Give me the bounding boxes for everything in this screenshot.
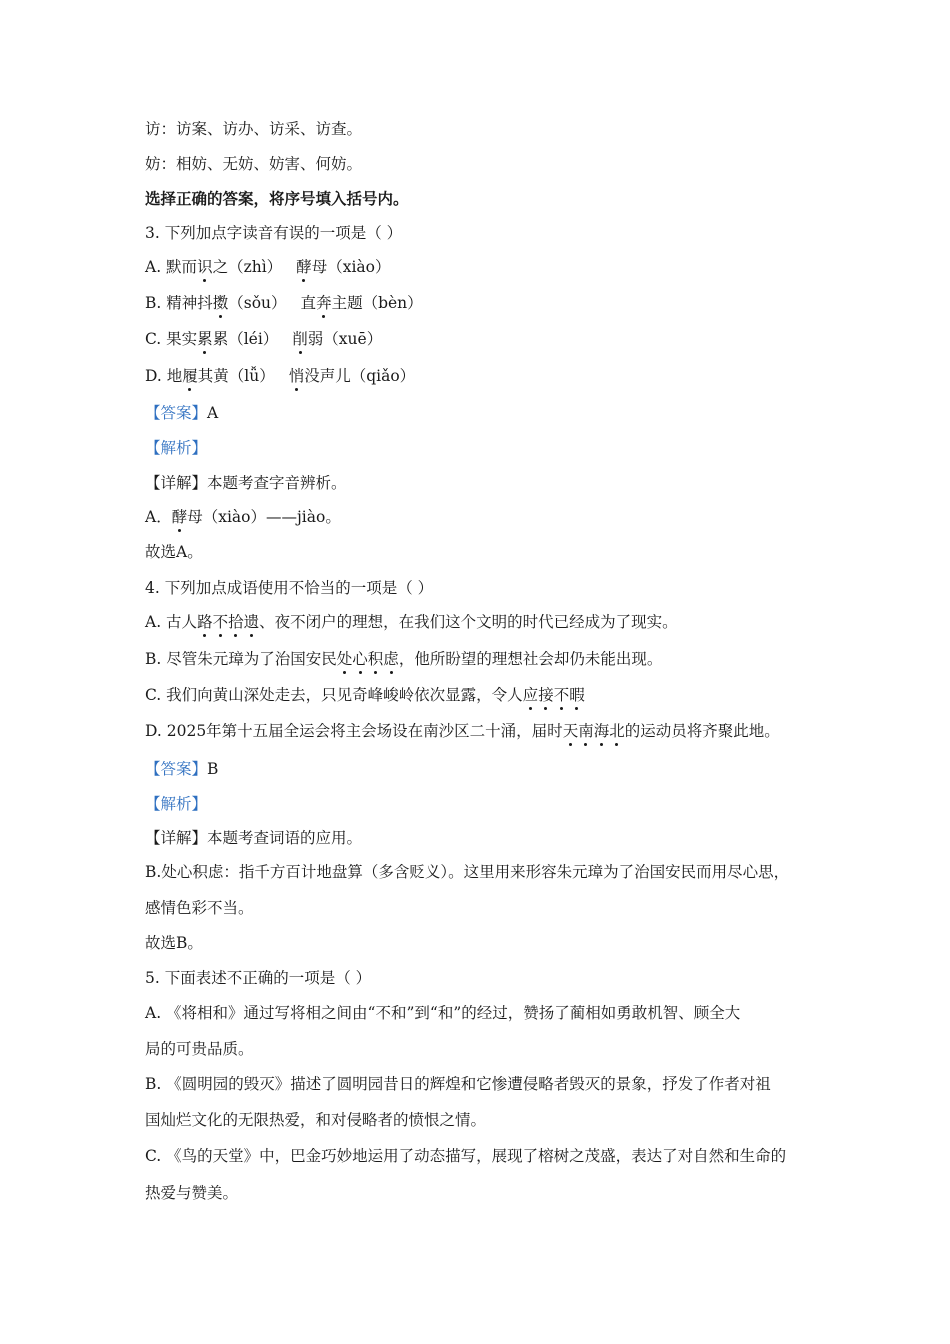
text-line [145, 1110, 822, 1130]
emphasis-dot-char: 海 [593, 722, 610, 740]
text-line [145, 612, 822, 632]
emphasis-dot-char: 暇 [569, 686, 585, 704]
text-run: 3. 下列加点字读音有误的一项是（ ） [145, 224, 403, 242]
section-label: 【解析】 [145, 439, 208, 457]
text-line [145, 759, 822, 779]
emphasis-dot-char: 处 [336, 650, 353, 668]
section-label: 【答案】 [145, 760, 208, 778]
emphasis-dot-char: 接 [538, 686, 554, 704]
text-line [145, 1146, 822, 1166]
emphasis-dot-char: 拾 [228, 613, 244, 631]
dotted-emphasis [289, 367, 305, 385]
text-run: A. 默而 [145, 258, 198, 276]
section-label: 【答案】 [145, 404, 208, 422]
text-line [145, 293, 822, 313]
text-line [145, 1003, 822, 1023]
dotted-emphasis [296, 258, 312, 276]
text-run: C. 《鸟的天堂》中，巴金巧妙地运用了动态描写，展现了榕树之茂盛，表达了对自然和生命的 [145, 1147, 787, 1165]
text-line [145, 794, 822, 814]
text-line [145, 154, 822, 174]
text-line [145, 862, 822, 882]
text-run: 故选A。 [145, 543, 203, 561]
text-line [145, 223, 822, 243]
emphasis-dot-char: 酵 [171, 508, 188, 526]
text-line [145, 685, 822, 705]
text-run: 、夜不闭户的理想，在我们这个文明的时代已经成为了现实。 [259, 613, 678, 631]
text-line [145, 366, 822, 386]
text-line [145, 329, 822, 349]
text-line [145, 933, 822, 953]
emphasis-dot-char: 履 [182, 367, 198, 385]
dotted-emphasis [197, 258, 213, 276]
text-run: D. 2025年第十五届全运会将主会场设在南沙区二十涌，届时 [145, 722, 563, 740]
dotted-emphasis [563, 722, 625, 740]
emphasis-dot-char: 酵 [296, 258, 312, 276]
text-line [145, 578, 822, 598]
text-run: 之（zhì） [212, 258, 283, 276]
section-label: 【解析】 [145, 795, 208, 813]
emphasis-dot-char: 奔 [316, 294, 332, 312]
dotted-emphasis [316, 294, 332, 312]
text-run: 没声儿（qiǎo） [304, 367, 416, 385]
emphasis-dot-char: 北 [609, 722, 625, 740]
text-line [145, 257, 822, 277]
text-run: 4. 下列加点成语使用不恰当的一项是（ ） [145, 579, 434, 597]
text-line [145, 507, 822, 527]
text-run: 弱（xuē） [307, 330, 383, 348]
text-run: A [207, 404, 219, 422]
text-line [145, 189, 822, 209]
emphasis-dot-char: 遗 [243, 613, 260, 631]
text-run: C. 果实 [145, 330, 198, 348]
text-run: 选择正确的答案，将序号填入括号内。 [145, 189, 409, 208]
emphasis-dot-char: 悄 [288, 367, 305, 385]
text-run: 【详解】本题考查字音辨析。 [145, 474, 347, 492]
text-run: 母（xiào） [311, 258, 391, 276]
text-run: ，他所盼望的理想社会却仍未能出现。 [398, 650, 663, 668]
text-run: 局的可贵品质。 [145, 1040, 254, 1058]
emphasis-dot-char: 南 [578, 722, 594, 740]
text-line [145, 403, 822, 423]
text-run: A. 《将相和》通过写将相之间由“不和”到“和”的经过，赞扬了蔺相如勇敢机智、顾全大 [145, 1004, 741, 1022]
text-run: 热爱与赞美。 [145, 1184, 239, 1202]
emphasis-dot-char: 不 [553, 686, 570, 704]
text-line [145, 473, 822, 493]
text-run: 累（léi） [212, 330, 279, 348]
text-run: 故选B。 [145, 934, 203, 952]
text-run: A． [145, 508, 172, 526]
text-run: B. 精神抖 [145, 294, 213, 312]
text-line [145, 828, 822, 848]
emphasis-dot-char: 识 [197, 258, 213, 276]
dotted-emphasis [292, 330, 308, 348]
text-run: B. 《圆明园的毁灭》描述了圆明园昔日的辉煌和它惨遭侵略者毁灭的景象，抒发了作者对祖 [145, 1075, 771, 1093]
text-run: 直 [300, 294, 317, 312]
text-run: 的运动员将齐聚此地。 [624, 722, 780, 740]
text-run: 【详解】本题考查词语的应用。 [145, 829, 363, 847]
text-run: B.处心积虑：指千方百计地盘算（多含贬义）。这里用来形容朱元璋为了治国安民而用尽心思， [145, 863, 790, 881]
dotted-emphasis [337, 650, 399, 668]
emphasis-dot-char: 心 [352, 650, 368, 668]
dotted-emphasis [197, 330, 213, 348]
dotted-emphasis [172, 508, 188, 526]
text-run: 母（xiào）——jiào。 [187, 508, 341, 526]
text-line [145, 721, 822, 741]
text-run: C. 我们向黄山深处走去，只见奇峰峻岭依次显露，令人 [145, 686, 523, 704]
text-line [145, 119, 822, 139]
text-line [145, 1074, 822, 1094]
text-line [145, 1039, 822, 1059]
dotted-emphasis [197, 613, 259, 631]
emphasis-dot-char: 虑 [383, 650, 399, 668]
text-line [145, 1183, 822, 1203]
emphasis-dot-char: 不 [212, 613, 229, 631]
dotted-emphasis [182, 367, 198, 385]
text-run: 访：访案、访办、访采、访查。 [145, 120, 363, 138]
dotted-emphasis [523, 686, 585, 704]
text-line [145, 542, 822, 562]
text-line [145, 968, 822, 988]
emphasis-dot-char: 累 [197, 330, 213, 348]
emphasis-dot-char: 应 [522, 686, 539, 704]
text-run: 国灿烂文化的无限热爱，和对侵略者的愤恨之情。 [145, 1111, 487, 1129]
text-run: （sǒu） [228, 294, 287, 312]
text-run: 其黄（lǚ） [197, 367, 275, 385]
text-run: 5. 下面表述不正确的一项是（ ） [145, 969, 372, 987]
text-run: D. 地 [145, 367, 183, 385]
emphasis-dot-char: 积 [367, 650, 384, 668]
emphasis-dot-char: 路 [197, 613, 213, 631]
text-line [145, 898, 822, 918]
emphasis-dot-char: 天 [562, 722, 579, 740]
text-line [145, 438, 822, 458]
text-run: A. 古人 [145, 613, 198, 631]
text-run: 妨：相妨、无妨、妨害、何妨。 [145, 155, 363, 173]
emphasis-dot-char: 削 [292, 330, 308, 348]
text-run: 主题（bèn） [331, 294, 423, 312]
emphasis-dot-char: 擞 [212, 294, 229, 312]
dotted-emphasis [213, 294, 229, 312]
text-line [145, 649, 822, 669]
text-run: B. 尽管朱元璋为了治国安民 [145, 650, 337, 668]
text-run: B [207, 760, 219, 778]
text-run: 感情色彩不当。 [145, 899, 254, 917]
